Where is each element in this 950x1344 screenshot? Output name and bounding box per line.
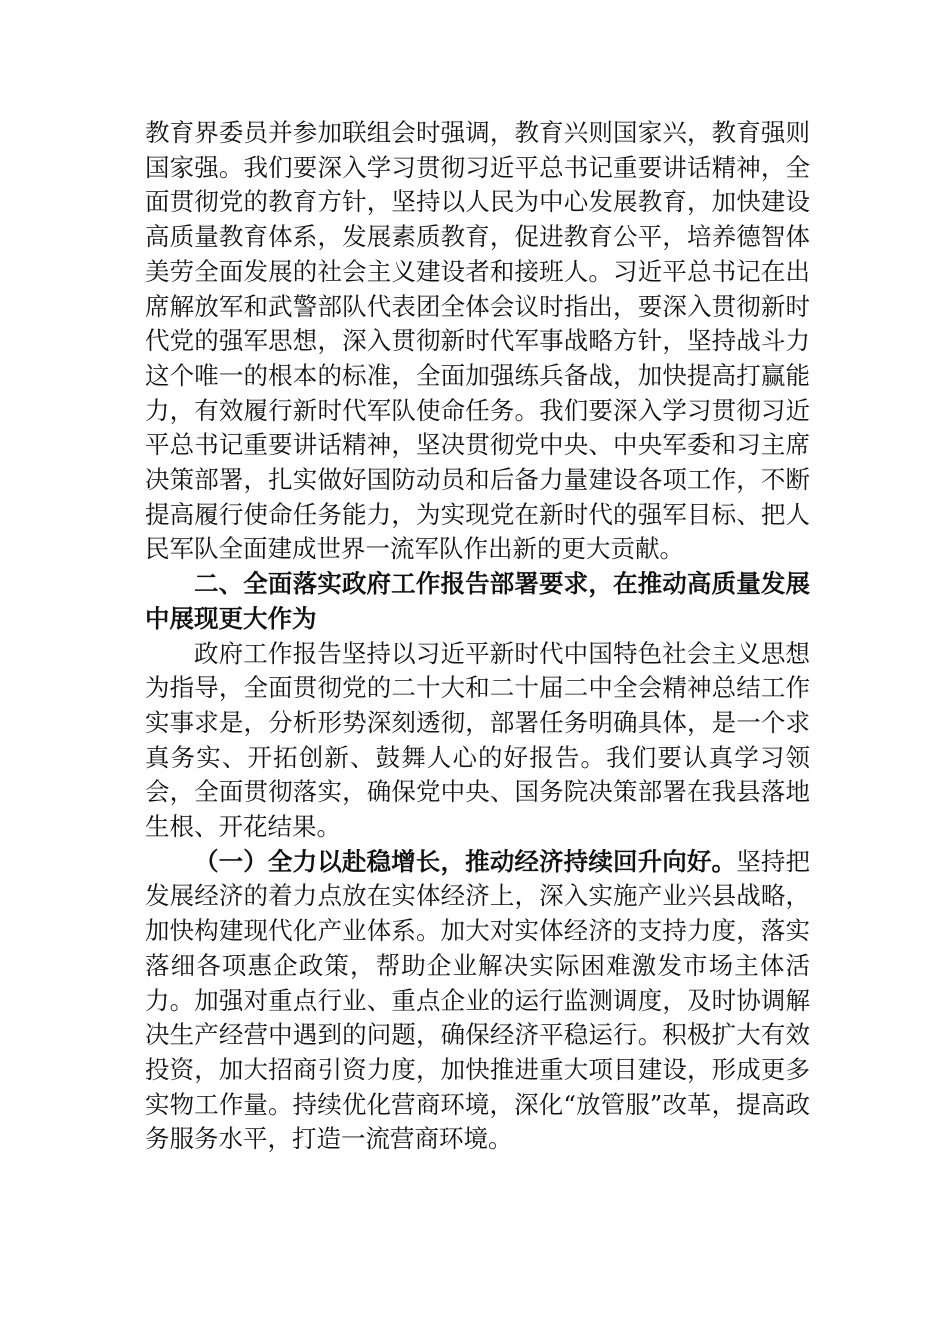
sub-heading-1-body: 坚持把发展经济的着力点放在实体经济上，深入实施产业兴县战略，加快构建现代化产业体系。加大对实体经济的支持力度，落实落细各项惠企政策，帮助企业解决实际困难激发市场主体活力。加强对重点行业、重点企业的运行监测调度，及时协调解决生产经营中遇到的问题，确保经济平稳运行。积极扩大有效投资，加大招商引资力度，加快推进重大项目建设，形成更多实物工作量。持续优化营商环境，深化“放管服”改革，提高政务服务水平，打造一流营商环境。 bbox=[145, 846, 811, 1154]
section-heading-2: 二、全面落实政府工作报告部署要求，在推动高质量发展中展现更大作为 bbox=[145, 569, 810, 633]
sub-heading-1: （一）全力以赴稳增长，推动经济持续回升向好。 bbox=[194, 846, 737, 876]
document-page bbox=[145, 116, 810, 1157]
paragraph-continuation: 教育界委员并参加联组会时强调，教育兴则国家兴，教育强则国家强。我们要深入学习贯彻习近平总书记重要讲话精神，全面贯彻党的教育方针，坚持以人民为中心发展教育，加快建设高质量教育体系，发展素质教育，促进教育公平，培养德智体美劳全面发展的社会主义建设者和接班人。习近平总书记在出席解放军和武警部队代表团全体会议时指出，要深入贯彻新时代党的强军思想，深入贯彻新时代军事战略方针，坚持战斗力这个唯一的根本的标准，全面加强练兵备战，加快提高打赢能力，有效履行新时代军队使命任务。我们要深入学习贯彻习近平总书记重要讲话精神，坚决贯彻党中央、中央军委和习主席决策部署，扎实做好国防动员和后备力量建设各项工作，不断提高履行使命任务能力，为实现党在新时代的强军目标、把人民军队全面建成世界一流军队作出新的更大贡献。 bbox=[145, 118, 810, 564]
paragraph-stable-growth bbox=[145, 845, 810, 1157]
paragraph-government-report: 政府工作报告坚持以习近平新时代中国特色社会主义思想为指导，全面贯彻党的二十大和二十届二中全会精神总结工作实事求是，分析形势深刻透彻，部署任务明确具体，是一个求真务实、开拓创新、鼓舞人心的好报告。我们要认真学习领会，全面贯彻落实，确保党中央、国务院决策部署在我县落地生根、开花结果。 bbox=[145, 638, 810, 842]
